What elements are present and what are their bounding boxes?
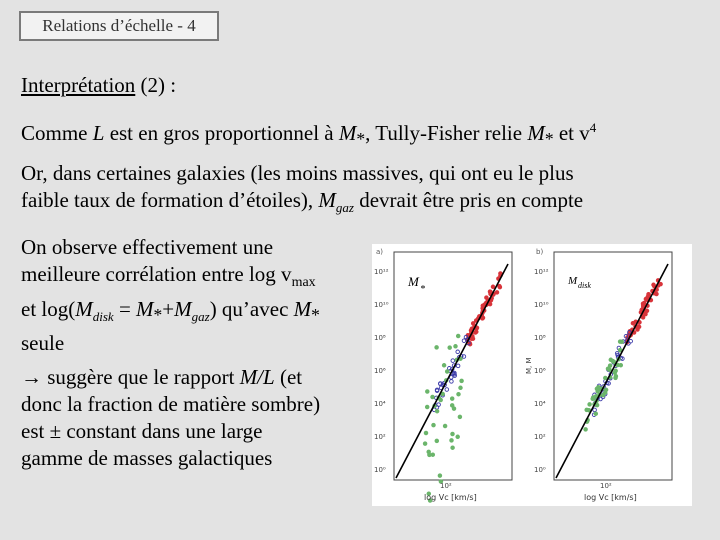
panel-b-fit-line bbox=[556, 264, 668, 478]
data-point bbox=[460, 379, 464, 383]
sub-gaz: gaz bbox=[191, 309, 210, 325]
concl-line bbox=[21, 364, 371, 391]
text: devrait être pris en compte bbox=[353, 188, 584, 212]
data-point bbox=[458, 415, 462, 419]
ytick-label: 10⁶ bbox=[534, 367, 546, 375]
ytick-label: 10¹² bbox=[534, 268, 549, 276]
data-point bbox=[442, 364, 446, 368]
text: est en gros proportionnel à bbox=[104, 121, 339, 145]
concl-line: donc la fraction de matière sombre) bbox=[21, 392, 321, 416]
concl-line: gamme de masses galactiques bbox=[21, 446, 273, 470]
paragraph-line2: Or, dans certaines galaxies (les moins massives, qui ont eu le plus bbox=[21, 161, 574, 185]
data-point bbox=[445, 370, 449, 374]
data-point bbox=[481, 304, 485, 308]
panel-b-annotation-sub: disk bbox=[578, 281, 591, 290]
panel-b-annotation: M bbox=[568, 275, 578, 287]
text: + bbox=[162, 297, 175, 322]
heading-rest: (2) : bbox=[135, 73, 177, 97]
star-sub: * bbox=[356, 129, 366, 150]
data-point bbox=[594, 412, 598, 416]
sub-disk: disk bbox=[92, 309, 114, 325]
text: Comme bbox=[21, 121, 93, 145]
var-M: M bbox=[318, 188, 336, 212]
data-point bbox=[620, 340, 624, 344]
ytick-label: 10⁶ bbox=[374, 367, 386, 375]
star-sub: * bbox=[153, 305, 163, 326]
panel-b-points bbox=[584, 279, 663, 432]
data-point bbox=[457, 392, 461, 396]
ytick-label: 10² bbox=[374, 433, 386, 441]
panel-b-label: b) bbox=[536, 248, 544, 256]
data-point bbox=[431, 395, 435, 399]
data-point bbox=[426, 390, 430, 394]
panel-a-xtick: 10² bbox=[440, 482, 452, 490]
figure-svg bbox=[372, 244, 692, 506]
text: (et bbox=[274, 365, 303, 389]
data-point bbox=[435, 346, 439, 350]
exponent: 4 bbox=[589, 120, 597, 135]
panel-a-points bbox=[423, 272, 502, 503]
data-point bbox=[611, 359, 615, 363]
data-point bbox=[488, 302, 492, 306]
data-point bbox=[435, 409, 439, 413]
data-point bbox=[451, 359, 455, 363]
data-point bbox=[593, 408, 597, 412]
observation-block bbox=[21, 234, 371, 357]
data-point bbox=[604, 376, 608, 380]
var-M: M bbox=[338, 121, 357, 145]
data-point bbox=[451, 432, 455, 436]
data-point bbox=[428, 453, 432, 457]
heading bbox=[21, 72, 176, 98]
panel-a-annotation: M bbox=[408, 274, 419, 289]
panel-a-xlabel: log Vc [km/s] bbox=[424, 493, 477, 502]
data-point bbox=[606, 367, 610, 371]
text: , Tully-Fisher relie bbox=[365, 121, 528, 145]
var-M: M bbox=[293, 297, 312, 322]
data-point bbox=[448, 346, 452, 350]
data-point bbox=[614, 374, 618, 378]
obs-line: seule bbox=[21, 331, 65, 356]
var-M: M bbox=[75, 297, 93, 322]
data-point bbox=[454, 345, 458, 349]
data-point bbox=[641, 302, 645, 306]
panel-b-ylabel: M, M bbox=[525, 357, 533, 374]
data-point bbox=[423, 442, 427, 446]
data-point bbox=[443, 424, 447, 428]
data-point bbox=[618, 348, 622, 352]
data-point bbox=[450, 404, 454, 408]
data-point bbox=[435, 439, 439, 443]
obs-line bbox=[21, 296, 371, 330]
data-point bbox=[631, 321, 635, 325]
ytick-label: 10⁴ bbox=[534, 400, 546, 408]
data-point bbox=[585, 408, 589, 412]
data-point bbox=[619, 363, 623, 367]
star-sub: * bbox=[311, 305, 320, 326]
sub-max: max bbox=[291, 275, 316, 291]
data-point bbox=[445, 388, 449, 392]
ytick-label: 10¹⁰ bbox=[374, 301, 389, 309]
var-ML: M/L bbox=[239, 365, 275, 389]
tully-fisher-figure bbox=[372, 244, 692, 506]
concl-line: est ± constant dans une large bbox=[21, 419, 263, 443]
data-point bbox=[432, 423, 436, 427]
ytick-label: 10¹⁰ bbox=[534, 301, 549, 309]
data-point bbox=[451, 446, 455, 450]
data-point bbox=[456, 364, 460, 368]
slide-title: Relations d’échelle - 4 bbox=[19, 11, 219, 41]
var-M: M bbox=[527, 121, 545, 145]
panel-b bbox=[525, 248, 672, 502]
panel-b-xlabel: log Vc [km/s] bbox=[584, 493, 637, 502]
panel-a-yticks bbox=[374, 268, 389, 474]
text: ) qu’avec bbox=[209, 297, 294, 322]
data-point bbox=[491, 285, 495, 289]
data-point bbox=[584, 428, 588, 432]
var-L: L bbox=[92, 121, 105, 145]
sub-gaz: gaz bbox=[335, 200, 354, 216]
star-sub: * bbox=[544, 129, 554, 150]
panel-a bbox=[374, 248, 512, 502]
data-point bbox=[588, 403, 592, 407]
data-point bbox=[450, 380, 454, 384]
data-point bbox=[437, 403, 441, 407]
ytick-label: 10¹² bbox=[374, 268, 389, 276]
panel-b-xtick: 10² bbox=[600, 482, 612, 490]
data-point bbox=[456, 350, 460, 354]
data-point bbox=[450, 439, 454, 443]
ytick-label: 10⁸ bbox=[534, 334, 546, 342]
panel-b-yticks bbox=[534, 268, 549, 474]
heading-underlined: Interprétation bbox=[21, 73, 136, 97]
text: faible taux de formation d’étoiles), bbox=[21, 188, 319, 212]
data-point bbox=[450, 397, 454, 401]
data-point bbox=[424, 431, 428, 435]
data-point bbox=[595, 387, 599, 391]
text: → suggère que le rapport bbox=[21, 365, 240, 389]
text: et v bbox=[553, 121, 590, 145]
text: = bbox=[113, 297, 137, 322]
paragraph-line3 bbox=[21, 187, 583, 221]
data-point bbox=[603, 391, 607, 395]
data-point bbox=[614, 369, 618, 373]
data-point bbox=[481, 316, 485, 320]
text: et log( bbox=[21, 297, 76, 322]
text: meilleure corrélation entre log v bbox=[21, 262, 292, 286]
data-point bbox=[498, 284, 502, 288]
var-M: M bbox=[136, 297, 154, 322]
conclusion-block bbox=[21, 364, 371, 472]
obs-line: On observe effectivement une bbox=[21, 235, 274, 259]
data-point bbox=[591, 396, 595, 400]
var-M: M bbox=[174, 297, 192, 322]
paragraph-line1 bbox=[21, 115, 596, 152]
data-point bbox=[459, 386, 463, 390]
ytick-label: 10⁰ bbox=[374, 466, 386, 474]
panel-a-annotation-sub: * bbox=[420, 284, 425, 295]
data-point bbox=[495, 291, 499, 295]
data-point bbox=[438, 474, 442, 478]
data-point bbox=[456, 334, 460, 338]
obs-line bbox=[21, 261, 371, 296]
data-point bbox=[485, 296, 489, 300]
data-point bbox=[456, 435, 460, 439]
data-point bbox=[652, 283, 656, 287]
ytick-label: 10² bbox=[534, 433, 546, 441]
data-point bbox=[425, 405, 429, 409]
ytick-label: 10⁸ bbox=[374, 334, 386, 342]
data-point bbox=[475, 330, 479, 334]
ytick-label: 10⁴ bbox=[374, 400, 386, 408]
data-point bbox=[641, 316, 645, 320]
panel-a-label: a) bbox=[376, 248, 384, 256]
ytick-label: 10⁰ bbox=[534, 466, 546, 474]
